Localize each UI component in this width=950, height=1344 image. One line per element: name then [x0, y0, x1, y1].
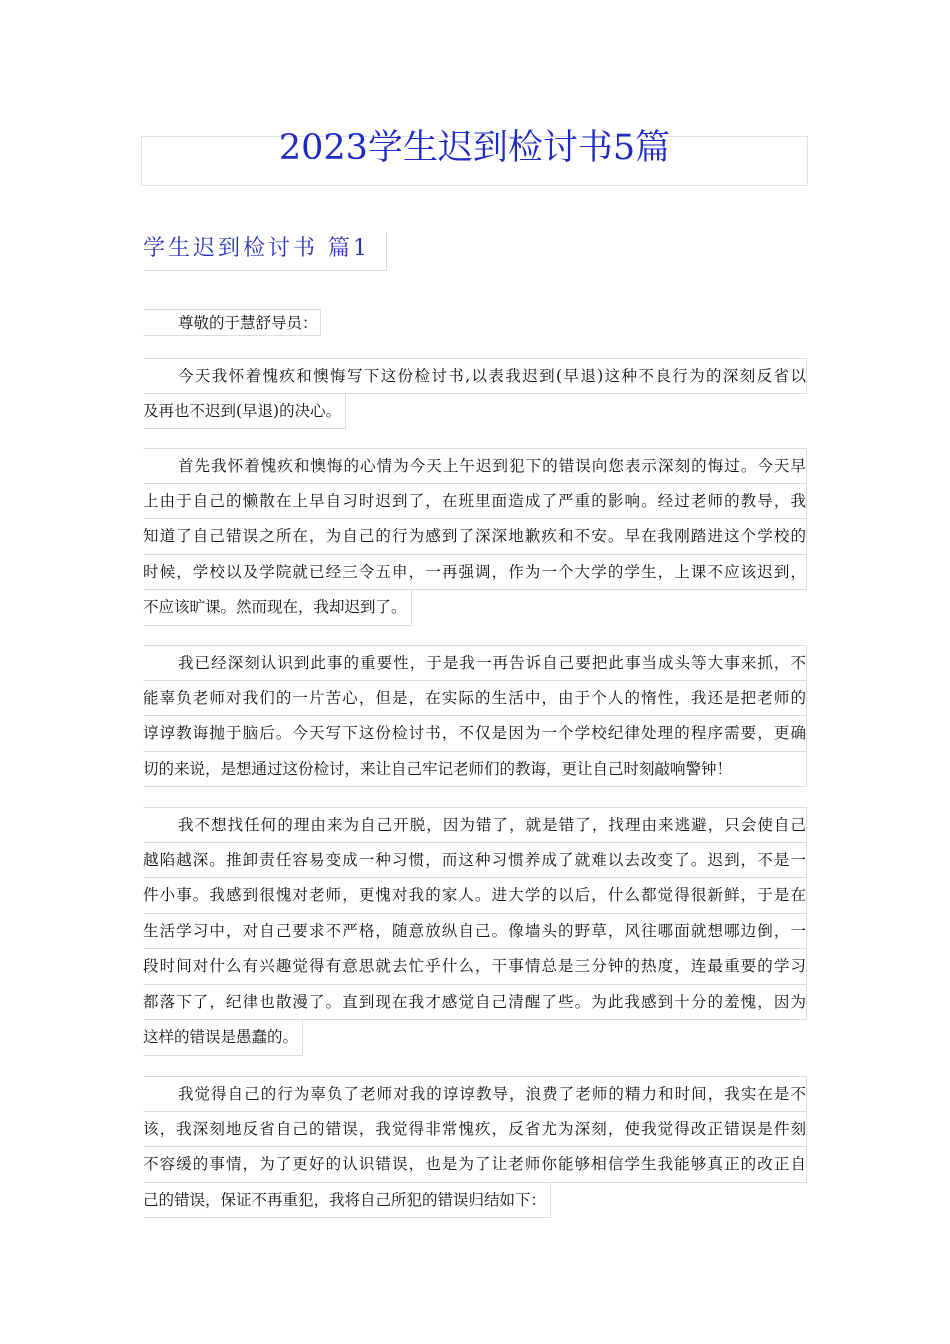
paragraph-line: 谆谆教诲抛于脑后。今天写下这份检讨书，不仅是因为一个学校纪律处理的程序需要，更确 [143, 716, 807, 752]
greeting-line: 尊敬的于慧舒导员： [143, 309, 321, 336]
paragraph [143, 358, 807, 429]
paragraph-line: 上由于自己的懒散在上早自习时迟到了，在班里面造成了严重的影响。经过老师的教导，我 [143, 484, 807, 520]
paragraph-line: 这样的错误是愚蠢的。 [143, 1020, 303, 1056]
document-title: 2023学生迟到检讨书5篇 [278, 128, 671, 168]
paragraph-line: 生活学习中，对自己要求不严格，随意放纵自己。像墙头的野草，风往哪面就想哪边倒，一 [143, 914, 807, 950]
paragraph-line: 都落下了，纪律也散漫了。直到现在我才感觉自己清醒了些。为此我感到十分的羞愧，因为 [143, 985, 807, 1021]
paragraph-line: 段时间对什么有兴趣觉得有意思就去忙乎什么，干事情总是三分钟的热度，连最重要的学习 [143, 949, 807, 985]
paragraph-line: 件小事。我感到很愧对老师，更愧对我的家人。进大学的以后，什么都觉得很新鲜，于是在 [143, 878, 807, 914]
paragraph-line: 切的来说，是想通过这份检讨，来让自己牢记老师们的教诲，更让自己时刻敲响警钟！ [143, 752, 807, 788]
section-heading: 学生迟到检讨书 篇1 [143, 232, 387, 271]
paragraph-line: 时候，学校以及学院就已经三令五申，一再强调，作为一个大学的学生，上课不应该迟到， [143, 555, 807, 591]
paragraph-line: 及再也不迟到(早退)的决心。 [143, 394, 346, 430]
paragraph-line: 不应该旷课。然而现在，我却迟到了。 [143, 590, 412, 626]
paragraph [143, 807, 807, 1056]
paragraph-line: 首先我怀着愧疚和懊悔的心情为今天上午迟到犯下的错误向您表示深刻的悔过。今天早 [143, 448, 807, 484]
paragraph-line: 我已经深刻认识到此事的重要性，于是我一再告诉自己要把此事当成头等大事来抓，不 [143, 645, 807, 681]
paragraph-line: 今天我怀着愧疚和懊悔写下这份检讨书,以表我迟到(早退)这种不良行为的深刻反省以 [143, 358, 807, 394]
paragraph-line: 我觉得自己的行为辜负了老师对我的谆谆教导，浪费了老师的精力和时间，我实在是不 [143, 1076, 807, 1112]
paragraph [143, 1076, 807, 1218]
paragraph-line: 我不想找任何的理由来为自己开脱，因为错了，就是错了，找理由来逃避，只会使自己 [143, 807, 807, 843]
paragraph-line: 能辜负老师对我们的一片苦心，但是，在实际的生活中，由于个人的惰性，我还是把老师的 [143, 681, 807, 717]
paragraph-line: 越陷越深。推卸责任容易变成一种习惯，而这种习惯养成了就难以去改变了。迟到，不是一 [143, 843, 807, 879]
paragraph [143, 448, 807, 626]
paragraph-line: 不容缓的事情，为了更好的认识错误，也是为了让老师你能够相信学生我能够真正的改正自 [143, 1147, 807, 1183]
paragraph [143, 645, 807, 787]
paragraph-line: 己的错误，保证不再重犯，我将自己所犯的错误归结如下： [143, 1183, 551, 1219]
paragraph-line: 知道了自己错误之所在，为自己的行为感到了深深地歉疚和不安。早在我刚踏进这个学校的 [143, 519, 807, 555]
paragraph-line: 该，我深刻地反省自己的错误，我觉得非常愧疚，反省尤为深刻，使我觉得改正错误是件刻 [143, 1112, 807, 1148]
